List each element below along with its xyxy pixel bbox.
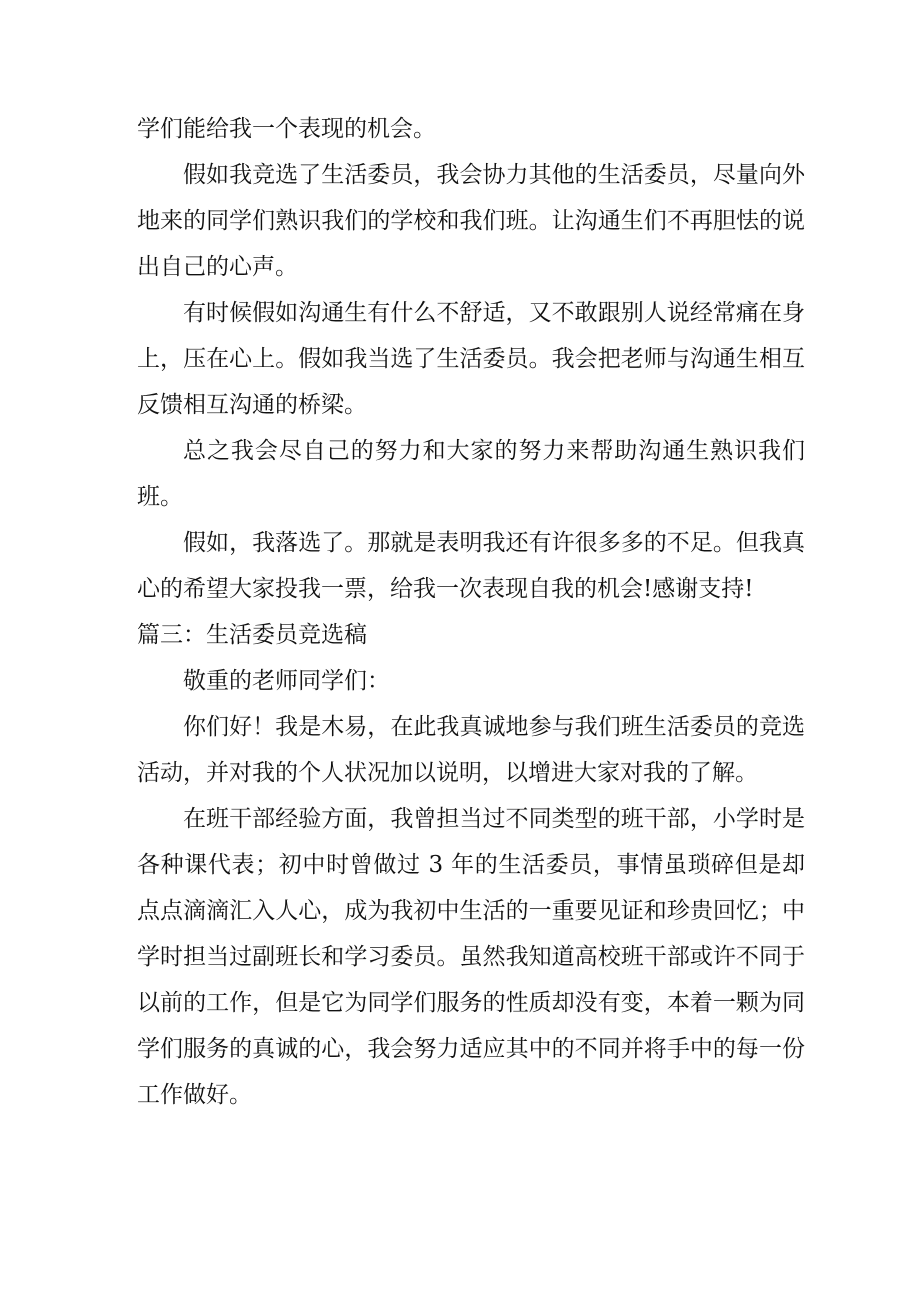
paragraph-4: 总之我会尽自己的努力和大家的努力来帮助沟通生熟识我们班。 <box>137 438 805 510</box>
section-heading: 篇三：生活委员竞选稿 <box>137 622 367 648</box>
paragraph-8: 你们好！我是木易，在此我真诚地参与我们班生活委员的竞选活动，并对我的个人状况加以说明，以增进大家对我的了解。 <box>137 714 805 786</box>
paragraph-1: 学们能给我一个表现的机会。 <box>137 116 436 142</box>
paragraph-2: 假如我竞选了生活委员，我会协力其他的生活委员，尽量向外地来的同学们熟识我们的学校和我们班。让沟通生们不再胆怯的说出自己的心声。 <box>137 162 805 280</box>
paragraph-5: 假如，我落选了。那就是表明我还有许很多多的不足。但我真心的希望大家投我一票，给我一次表现自我的机会!感谢支持! <box>137 530 805 602</box>
paragraph-3: 有时候假如沟通生有什么不舒适，又不敢跟别人说经常痛在身上，压在心上。假如我当选了生活委员。我会把老师与沟通生相互反馈相互沟通的桥梁。 <box>137 300 805 418</box>
paragraph-9: 在班干部经验方面，我曾担当过不同类型的班干部，小学时是各种课代表；初中时曾做过 3 年的生活委员，事情虽琐碎但是却点点滴滴汇入人心，成为我初中生活的一重要见证和珍贵回忆；中学时担当过副班长和学习委员。虽然我知道高校班干部或许不同于以前的工作，但是它为同学们服务的性质却没有变，本着一颗为同学们服务的真诚的心，我会努力适应其中的不同并将手中的每一份工作做好。 <box>137 806 805 1108</box>
document-body <box>137 106 805 1118</box>
salutation: 敬重的老师同学们： <box>183 668 390 694</box>
